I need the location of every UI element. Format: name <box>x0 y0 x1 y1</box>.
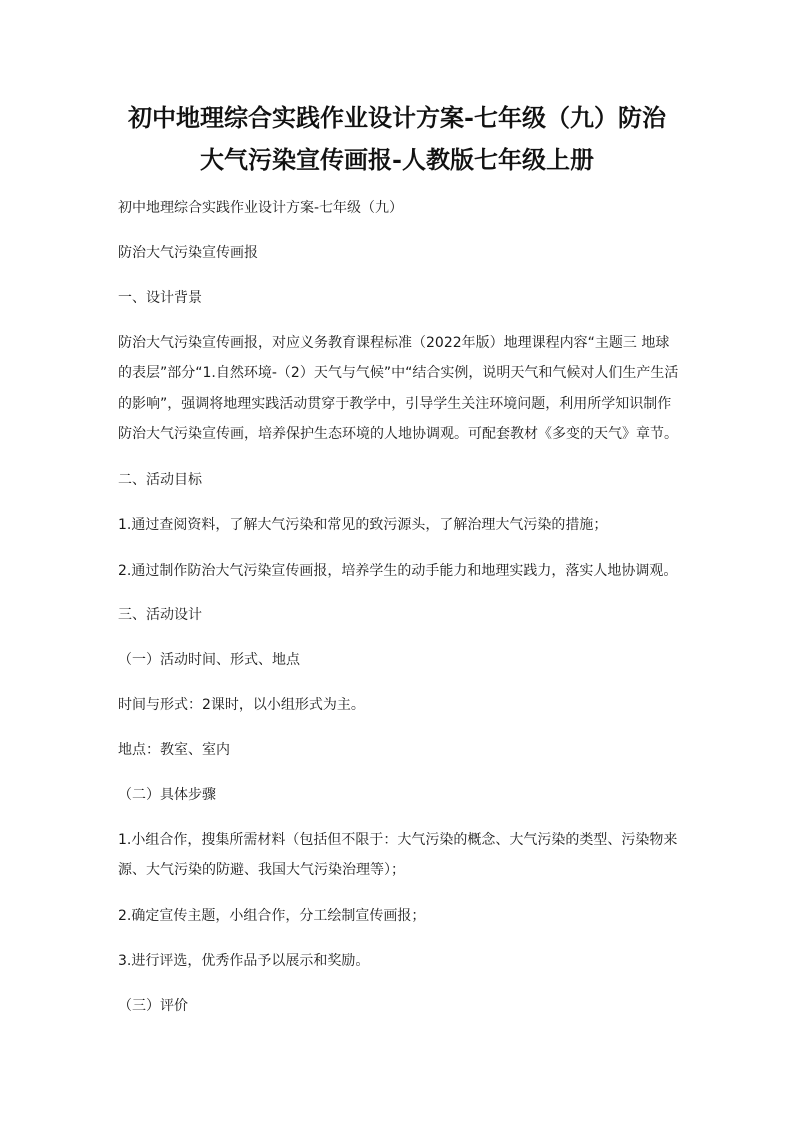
section-heading-design: 三、活动设计 <box>118 607 202 623</box>
document-title-line-1: 初中地理综合实践作业设计方案-七年级（九）防治 <box>128 103 666 132</box>
section-heading-goals: 二、活动目标 <box>118 472 202 488</box>
topic-line: 防治大气污染宣传画报 <box>118 245 258 261</box>
step-item: 2.确定宣传主题，小组合作，分工绘制宣传画报； <box>118 908 426 924</box>
goal-item: 1.通过查阅资料，了解大气污染和常见的致污源头，了解治理大气污染的措施； <box>118 517 608 533</box>
paragraph-line: 的影响”，强调将地理实践活动贯穿于教学中，引导学生关注环境问题，利用所学知识制作 <box>118 396 672 412</box>
paragraph-line: 的表层”部分“1.自然环境-（2）天气与气候”中“结合实例，说明天气和气候对人们生产生活 <box>118 365 678 381</box>
section-heading-background: 一、设计背景 <box>118 290 202 306</box>
subsection-heading-evaluation: （三）评价 <box>118 998 188 1014</box>
info-line-location: 地点：教室、室内 <box>118 742 230 758</box>
subtitle-line: 初中地理综合实践作业设计方案-七年级（九） <box>118 200 404 216</box>
step-item-continued: 源、大气污染的防避、我国大气污染治理等）； <box>118 862 405 878</box>
subsection-heading-steps: （二）具体步骤 <box>118 787 216 803</box>
step-item: 1.小组合作，搜集所需材料（包括但不限于：大气污染的概念、大气污染的类型、污染物来 <box>118 832 678 848</box>
goal-item: 2.通过制作防治大气污染宣传画报，培养学生的动手能力和地理实践力，落实人地协调观。 <box>118 563 678 579</box>
paragraph-line: 防治大气污染宣传画，培养保护生态环境的人地协调观。可配套教材《多变的天气》章节。 <box>118 426 678 442</box>
info-line-time: 时间与形式：2课时，以小组形式为主。 <box>118 697 365 713</box>
subsection-heading-time: （一）活动时间、形式、地点 <box>118 652 300 668</box>
paragraph-line: 防治大气污染宣传画报，对应义务教育课程标准（2022年版）地理课程内容“主题三 地球 <box>118 335 670 351</box>
step-item: 3.进行评选，优秀作品予以展示和奖励。 <box>118 953 370 969</box>
document-title-line-2: 大气污染宣传画报-人教版七年级上册 <box>200 145 594 174</box>
